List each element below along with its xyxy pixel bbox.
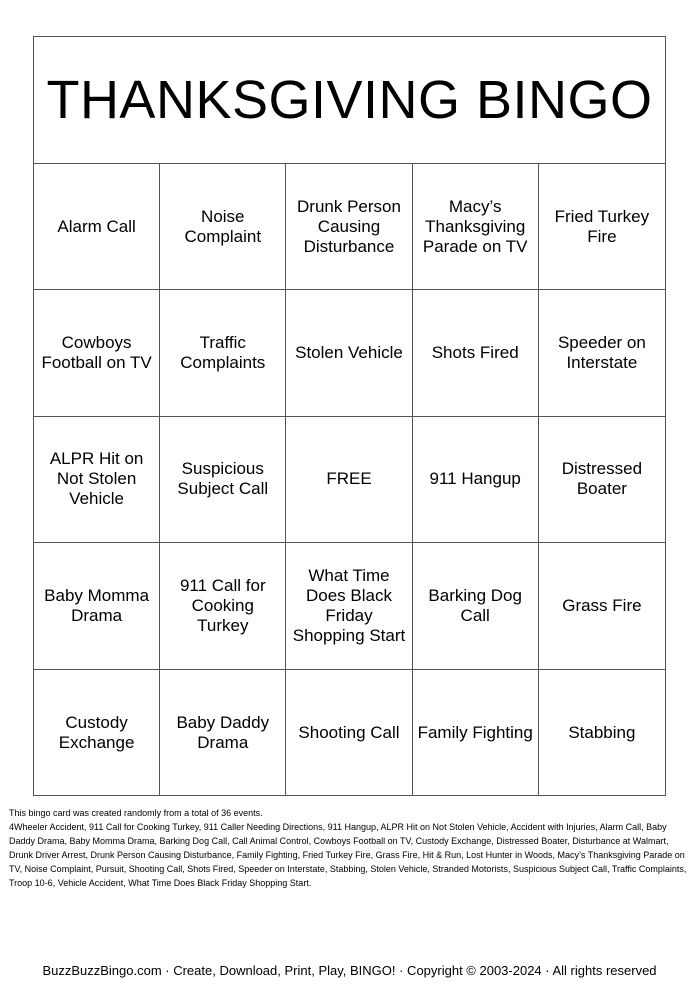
bingo-cell: Custody Exchange: [34, 670, 160, 796]
bingo-cell: Drunk Person Causing Disturbance: [286, 164, 412, 290]
bingo-cell: Shots Fired: [413, 290, 539, 416]
bingo-card: [33, 36, 666, 796]
bingo-cell: What Time Does Black Friday Shopping Start: [286, 543, 412, 669]
note-intro: This bingo card was created randomly from a total of 36 events.: [9, 808, 263, 818]
bingo-cell: Speeder on Interstate: [539, 290, 665, 416]
bingo-cell: Stabbing: [568, 722, 636, 742]
bingo-cell: Macy’s Thanksgiving Parade on TV: [413, 164, 539, 290]
bingo-cell: Traffic Complaints: [160, 290, 286, 416]
bingo-cell: Fried Turkey Fire: [539, 164, 665, 290]
bingo-cell: Noise Complaint: [160, 164, 286, 290]
bingo-cell: Distressed Boater: [539, 417, 665, 543]
bingo-cell: Baby Momma Drama: [34, 543, 160, 669]
note-events: 4Wheeler Accident, 911 Call for Cooking Turkey, 911 Caller Needing Directions, 911 Hangup, ALPR Hit on Not Stolen Vehicle, Accident with Injuries, Alarm Call, Baby Daddy Drama, Baby Momma Drama, Barking Dog Call, Call Animal Control, Cowboys Football on TV, Custody Exchange, Distressed Boater, Disturbance at Walmart, Drunk Driver Arrest, Drunk Person Causing Disturbance, Family Fighting, Fried Turkey Fire, Grass Fire, Hit & Run, Lost Hunter in Woods, Macy’s Thanksgiving Parade on TV, Noise Complaint, Pursuit, Shooting Call, Shots Fired, Speeder on Interstate, Stabbing, Stolen Vehicle, Stranded Motorists, Suspicious Subject Call, Traffic Complaints, Troop 10-6, Vehicle Accident, What Time Does Black Friday Shopping Start.: [9, 822, 687, 888]
bingo-cell: Shooting Call: [286, 670, 412, 796]
bingo-cell: Family Fighting: [413, 670, 539, 796]
bingo-cell: Stolen Vehicle: [286, 290, 412, 416]
bingo-cell: 911 Call for Cooking Turkey: [160, 543, 286, 669]
bingo-grid: [34, 164, 665, 796]
bingo-cell: Cowboys Football on TV: [34, 290, 160, 416]
bingo-cell: ALPR Hit on Not Stolen Vehicle: [34, 417, 160, 543]
bingo-cell: Barking Dog Call: [413, 543, 539, 669]
bingo-cell: 911 Hangup: [413, 417, 539, 543]
bingo-cell: FREE: [286, 417, 412, 543]
bingo-cell: Suspicious Subject Call: [160, 417, 286, 543]
footer: BuzzBuzzBingo.com · Create, Download, Print, Play, BINGO! · Copyright © 2003-2024 · All rights reserved: [42, 963, 657, 978]
card-title: THANKSGIVING BINGO: [34, 37, 665, 164]
bingo-cell: Alarm Call: [34, 164, 160, 290]
bingo-cell: Baby Daddy Drama: [160, 670, 286, 796]
event-note: [9, 806, 693, 890]
bingo-cell: Grass Fire: [539, 543, 665, 669]
